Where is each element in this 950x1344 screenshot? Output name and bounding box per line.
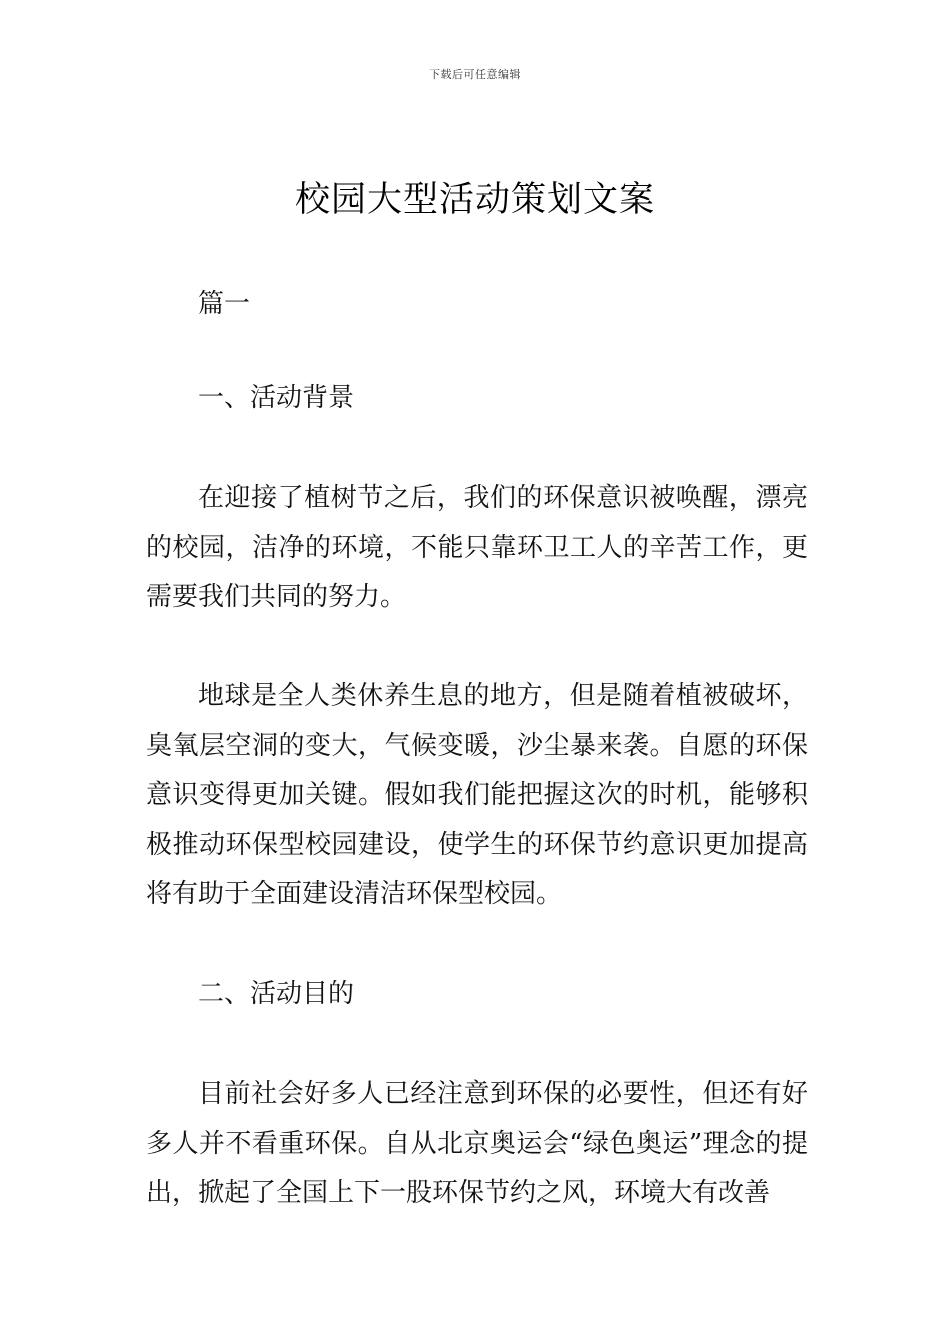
section-2-paragraph-1: 目前社会好多人已经注意到环保的必要性，但还有好多人并不看重环保。自从北京奥运会“绿色奥运”理念的提出，掀起了全国上下一股环保节约之风，环境大有改善 bbox=[146, 1079, 808, 1208]
section-1-heading: 一、活动背景 bbox=[198, 383, 355, 413]
header-note: 下载后可任意编辑 bbox=[429, 68, 521, 81]
section-2-heading: 二、活动目的 bbox=[198, 979, 355, 1009]
document-title: 校园大型活动策划文案 bbox=[294, 180, 655, 220]
section-1-paragraph-1: 在迎接了植树节之后，我们的环保意识被唤醒，漂亮的校园，洁净的环境，不能只靠环卫工人的辛苦工作，更需要我们共同的努力。 bbox=[146, 483, 808, 612]
section-1-paragraph-2: 地球是全人类休养生息的地方，但是随着植被破坏，臭氧层空洞的变大，气候变暖，沙尘暴来袭。自愿的环保意识变得更加关键。假如我们能把握这次的时机，能够积极推动环保型校园建设，使学生的环保节约意识更加提高将有助于全面建设清洁环保型校园。 bbox=[146, 681, 808, 909]
part-label: 篇一 bbox=[198, 289, 251, 319]
